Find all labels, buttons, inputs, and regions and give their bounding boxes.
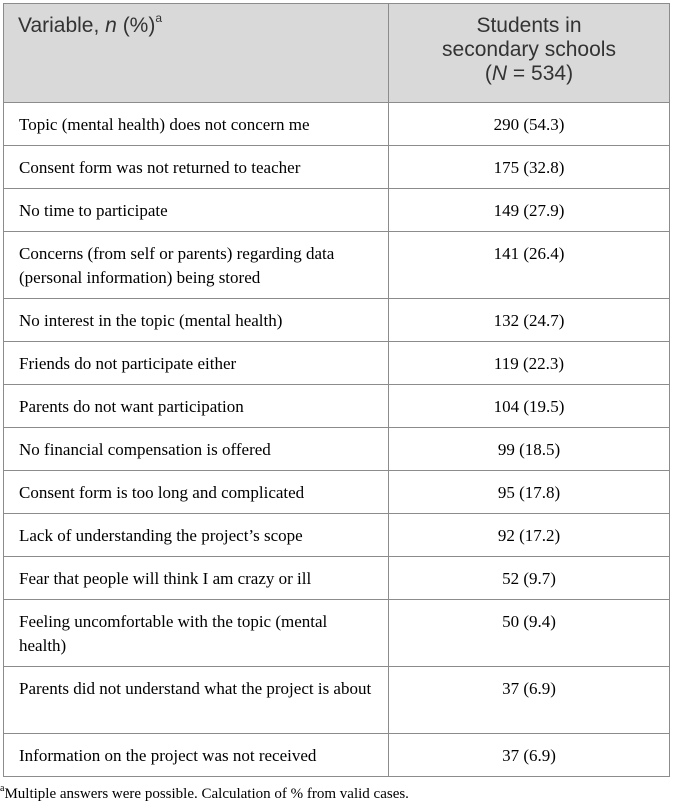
row-label: Consent form was not returned to teacher xyxy=(4,146,389,189)
row-label: Parents did not understand what the project is about xyxy=(4,667,389,734)
header-students-N: N xyxy=(491,62,508,85)
header-variable-pct: (%) xyxy=(116,14,156,37)
row-label: Fear that people will think I am crazy or ill xyxy=(4,557,389,600)
row-value: 149 (27.9) xyxy=(389,189,670,232)
row-value: 141 (26.4) xyxy=(389,232,670,299)
header-footnote-marker: a xyxy=(155,11,163,25)
header-variable-n: n xyxy=(105,14,117,37)
row-value: 37 (6.9) xyxy=(389,734,670,777)
row-label: Feeling uncomfortable with the topic (mental health) xyxy=(4,600,389,667)
table-row xyxy=(4,146,670,189)
row-label: Parents do not want participation xyxy=(4,385,389,428)
row-label: Information on the project was not received xyxy=(4,734,389,777)
row-value: 132 (24.7) xyxy=(389,299,670,342)
row-value: 92 (17.2) xyxy=(389,514,670,557)
row-label: Friends do not participate either xyxy=(4,342,389,385)
table-row xyxy=(4,232,670,299)
row-value: 52 (9.7) xyxy=(389,557,670,600)
table-footnote xyxy=(0,784,409,804)
row-value: 104 (19.5) xyxy=(389,385,670,428)
row-value: 175 (32.8) xyxy=(389,146,670,189)
table-row xyxy=(4,385,670,428)
header-students-line1: Students in xyxy=(476,14,582,37)
table-row xyxy=(4,471,670,514)
table-row xyxy=(4,189,670,232)
table-row xyxy=(4,299,670,342)
table-row xyxy=(4,342,670,385)
table-row xyxy=(4,514,670,557)
row-value: 119 (22.3) xyxy=(389,342,670,385)
table-header-row xyxy=(4,4,670,103)
table-row xyxy=(4,428,670,471)
data-table xyxy=(3,3,670,777)
table-row xyxy=(4,734,670,777)
row-label: No interest in the topic (mental health) xyxy=(4,299,389,342)
row-label: Lack of understanding the project’s scope xyxy=(4,514,389,557)
header-variable xyxy=(4,4,389,103)
header-variable-text: Variable, xyxy=(18,14,106,37)
row-label: Consent form is too long and complicated xyxy=(4,471,389,514)
table-row xyxy=(4,103,670,146)
row-value: 99 (18.5) xyxy=(389,428,670,471)
row-value: 95 (17.8) xyxy=(389,471,670,514)
row-label: Topic (mental health) does not concern me xyxy=(4,103,389,146)
table-row xyxy=(4,667,670,734)
row-value: 290 (54.3) xyxy=(389,103,670,146)
row-label: Concerns (from self or parents) regarding data (personal information) being stored xyxy=(4,232,389,299)
row-label: No time to participate xyxy=(4,189,389,232)
table-row xyxy=(4,600,670,667)
row-value: 50 (9.4) xyxy=(389,600,670,667)
footnote-text: Multiple answers were possible. Calculation of % from valid cases. xyxy=(4,786,409,802)
header-students-line2: secondary schools xyxy=(442,38,616,61)
data-table-container xyxy=(3,3,670,777)
table-row xyxy=(4,557,670,600)
row-label: No financial compensation is offered xyxy=(4,428,389,471)
header-students-count: = 534) xyxy=(507,62,574,85)
row-value: 37 (6.9) xyxy=(389,667,670,734)
footnote-marker: a xyxy=(0,783,5,794)
header-students: Students in secondary schools (N = 534) xyxy=(389,4,670,103)
